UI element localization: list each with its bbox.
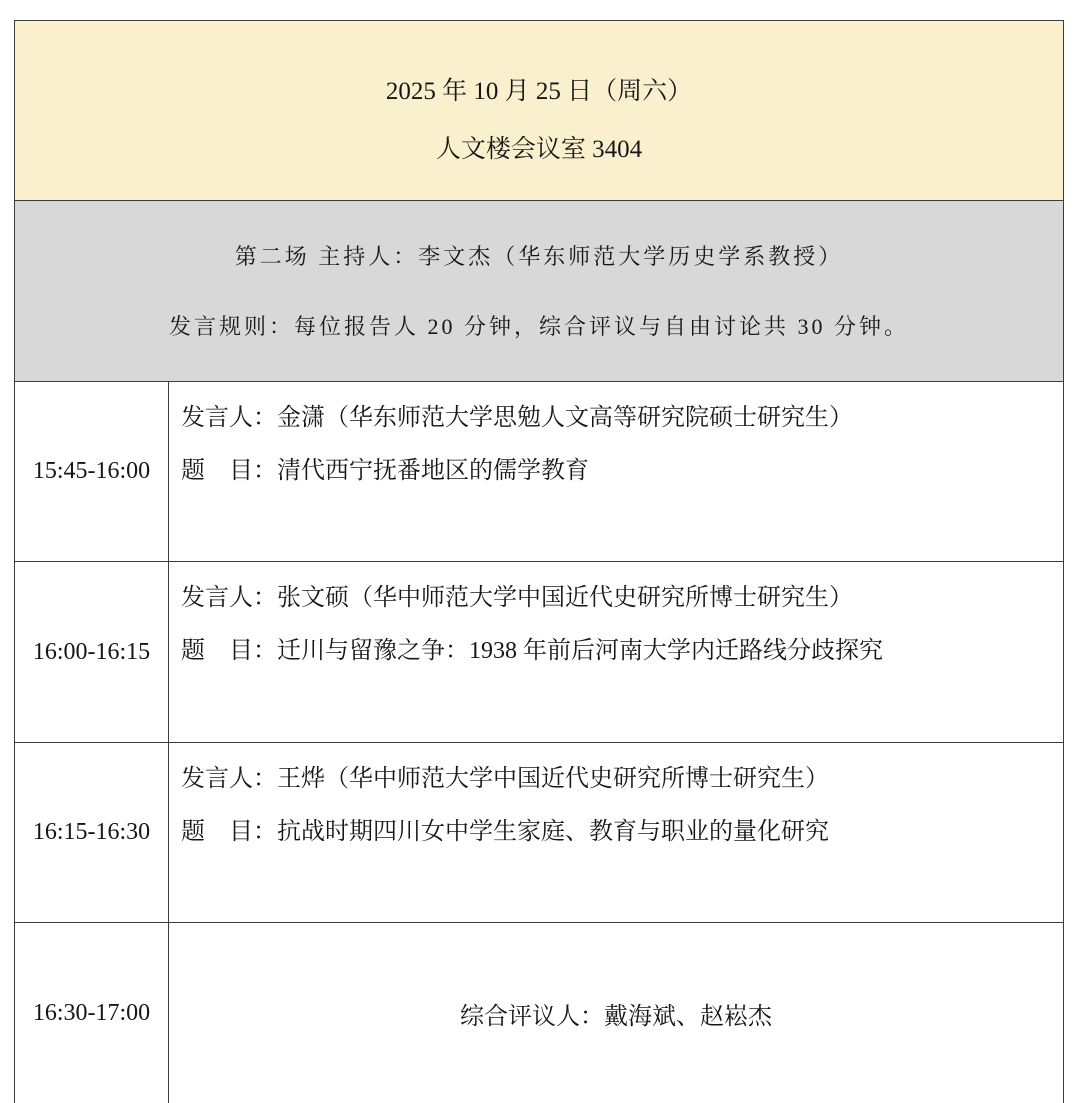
table-row xyxy=(15,743,1063,923)
event-date: 2025 年 10 月 25 日（周六） xyxy=(385,78,693,105)
speaker-name: 王烨（华中师范大学中国近代史研究所博士研究生） xyxy=(277,766,829,792)
speaker-line xyxy=(181,753,1063,806)
speaker-name: 张文硕（华中师范大学中国近代史研究所博士研究生） xyxy=(277,585,853,611)
talk-title-line xyxy=(181,625,1063,678)
talk-details xyxy=(169,562,1063,742)
talk-details xyxy=(169,382,1063,561)
talk-title: 迁川与留豫之争：1938 年前后河南大学内迁路线分歧探究 xyxy=(277,638,883,664)
table-row xyxy=(15,382,1063,562)
talk-details xyxy=(169,743,1063,922)
title-label: 题 目： xyxy=(181,819,277,845)
speaker-label: 发言人： xyxy=(181,405,277,431)
talk-title-line xyxy=(181,445,1063,498)
talk-title: 清代西宁抚番地区的儒学教育 xyxy=(277,458,589,484)
speaker-label: 发言人： xyxy=(181,585,277,611)
talk-title: 抗战时期四川女中学生家庭、教育与职业的量化研究 xyxy=(277,819,829,845)
time-slot: 16:30-17:00 xyxy=(15,923,169,1103)
speaker-label: 发言人： xyxy=(181,766,277,792)
session-rules: 发言规则：每位报告人 20 分钟，综合评议与自由讨论共 30 分钟。 xyxy=(168,314,909,339)
table-row xyxy=(15,562,1063,743)
speaker-line xyxy=(181,392,1063,445)
time-slot: 16:15-16:30 xyxy=(15,743,169,922)
event-venue: 人文楼会议室 3404 xyxy=(435,136,643,163)
speaker-line xyxy=(181,572,1063,625)
date-venue-header xyxy=(15,21,1063,201)
session-header xyxy=(15,201,1063,382)
talk-title-line xyxy=(181,806,1063,859)
speaker-name: 金潇（华东师范大学思勉人文高等研究院硕士研究生） xyxy=(277,405,853,431)
time-slot: 15:45-16:00 xyxy=(15,382,169,561)
time-slot: 16:00-16:15 xyxy=(15,562,169,742)
session-title: 第二场 主持人：李文杰（华东师范大学历史学系教授） xyxy=(234,244,844,269)
title-label: 题 目： xyxy=(181,638,277,664)
schedule-table xyxy=(14,20,1064,1103)
discussion-row xyxy=(15,923,1063,1103)
discussant-list: 综合评议人：戴海斌、赵崧杰 xyxy=(460,1003,772,1030)
title-label: 题 目： xyxy=(181,458,277,484)
